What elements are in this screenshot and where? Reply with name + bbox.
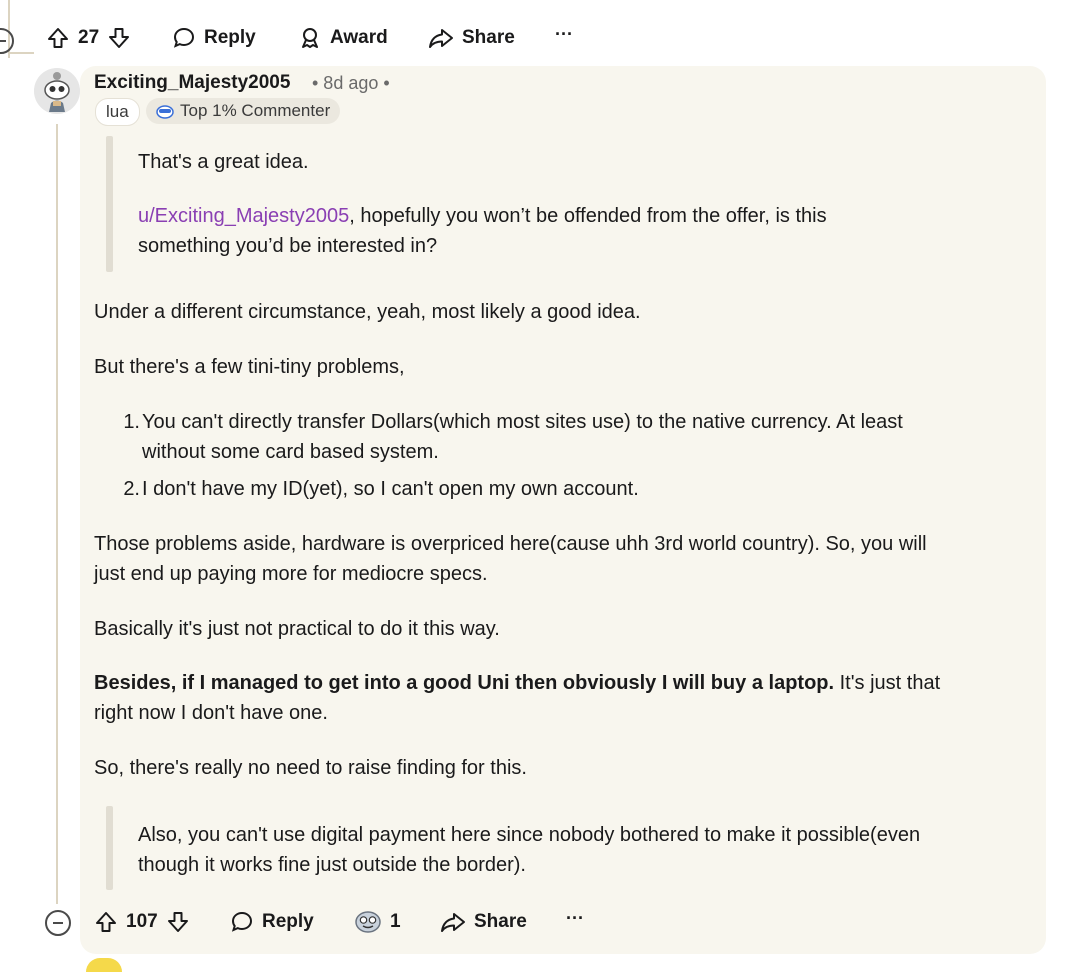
downvote-icon[interactable] xyxy=(166,910,190,934)
comment-time[interactable]: • 8d ago • xyxy=(312,73,390,93)
list-item xyxy=(118,407,1018,467)
paragraph-3-line-2: just end up paying more for mediocre specs. xyxy=(94,563,488,585)
user-mention-link[interactable]: u/Exciting_Majesty2005 xyxy=(138,205,350,227)
upvote-icon[interactable] xyxy=(46,26,70,50)
flair-lua-label: lua xyxy=(106,102,129,121)
quote-bar-2 xyxy=(106,806,113,890)
comment-share-label: Share xyxy=(474,911,527,932)
thread-line-comment xyxy=(56,124,58,904)
comment-more-button[interactable]: ··· xyxy=(566,908,584,928)
list-item-text xyxy=(142,407,1012,467)
downvote-icon[interactable] xyxy=(107,26,131,50)
paragraph-5-rest: It's just that xyxy=(834,672,941,694)
quote-1-line-3: something you’d be interested in? xyxy=(138,235,438,257)
paragraph-3-line-1: Those problems aside, hardware is overpriced here(cause uhh 3rd world country). So, you will xyxy=(94,533,927,555)
parent-reply-button[interactable] xyxy=(172,26,256,50)
comment-vote-group xyxy=(94,910,190,934)
avatar[interactable] xyxy=(34,68,80,114)
comment-action-bar xyxy=(0,902,700,942)
parent-vote-group xyxy=(46,26,131,50)
comment-award-button[interactable] xyxy=(354,910,401,934)
comment-reply-button[interactable] xyxy=(230,910,314,934)
paragraph-5-bold: Besides, if I managed to get into a good Uni then obviously I will buy a laptop. xyxy=(94,672,835,694)
list-item-number: 2. xyxy=(123,478,140,500)
paragraph-4: Basically it's just not practical to do it this way. xyxy=(94,618,500,640)
quote-1-line-2-text: , hopefully you won’t be offended from the offer, is this xyxy=(349,205,827,227)
list-item-2-text: I don't have my ID(yet), so I can't open my own account. xyxy=(142,478,639,500)
paragraph-6: So, there's really no need to raise finding for this. xyxy=(94,757,527,779)
paragraph-2: But there's a few tini-tiny problems, xyxy=(94,356,405,378)
upvote-icon[interactable] xyxy=(94,910,118,934)
list-item-number: 1. xyxy=(123,411,140,433)
list-item xyxy=(118,474,1018,504)
next-comment-avatar[interactable] xyxy=(86,958,122,972)
quote-2-line-2: though it works fine just outside the border). xyxy=(138,854,526,876)
snoo-avatar-icon xyxy=(34,68,80,114)
flair-top-commenter-label: Top 1% Commenter xyxy=(180,101,331,120)
share-arrow-icon xyxy=(428,26,454,50)
comment-reply-label: Reply xyxy=(262,911,314,932)
flair-top-commenter xyxy=(146,98,340,124)
quote-1-line-2 xyxy=(138,201,1018,231)
speech-bubble-icon xyxy=(230,910,254,934)
speech-bubble-icon xyxy=(172,26,196,50)
paragraph-5-line-1 xyxy=(94,668,1024,698)
list-item-1-line-2: without some card based system. xyxy=(142,441,439,463)
comment-award-count: 1 xyxy=(390,911,401,932)
paragraph-5-line-2: right now I don't have one. xyxy=(94,702,328,724)
quote-bar-1 xyxy=(106,136,113,272)
quote-1-line-1: That's a great idea. xyxy=(138,151,309,173)
comment-share-button[interactable] xyxy=(440,910,527,934)
parent-award-label: Award xyxy=(330,27,388,48)
collapse-icon[interactable] xyxy=(45,910,71,936)
parent-upvote-count: 27 xyxy=(78,27,100,48)
parent-award-button[interactable] xyxy=(298,26,388,50)
award-face-icon xyxy=(354,910,382,934)
collapse-icon[interactable] xyxy=(0,28,14,54)
share-arrow-icon xyxy=(440,910,466,934)
list-item-1-line-1: You can't directly transfer Dollars(which most sites use) to the native currency. At least xyxy=(142,411,903,433)
award-icon xyxy=(298,26,322,50)
quote-2-line-1: Also, you can't use digital payment here since nobody bothered to make it possible(even xyxy=(138,824,921,846)
parent-share-label: Share xyxy=(462,27,515,48)
paragraph-1: Under a different circumstance, yeah, most likely a good idea. xyxy=(94,301,641,323)
parent-more-button[interactable]: ··· xyxy=(555,24,573,44)
parent-share-button[interactable] xyxy=(428,26,515,50)
top-commenter-icon xyxy=(156,103,174,119)
flair-lua xyxy=(95,98,140,126)
comment-username[interactable]: Exciting_Majesty2005 xyxy=(94,72,291,93)
parent-reply-label: Reply xyxy=(204,27,256,48)
comment-upvote-count: 107 xyxy=(126,911,158,932)
